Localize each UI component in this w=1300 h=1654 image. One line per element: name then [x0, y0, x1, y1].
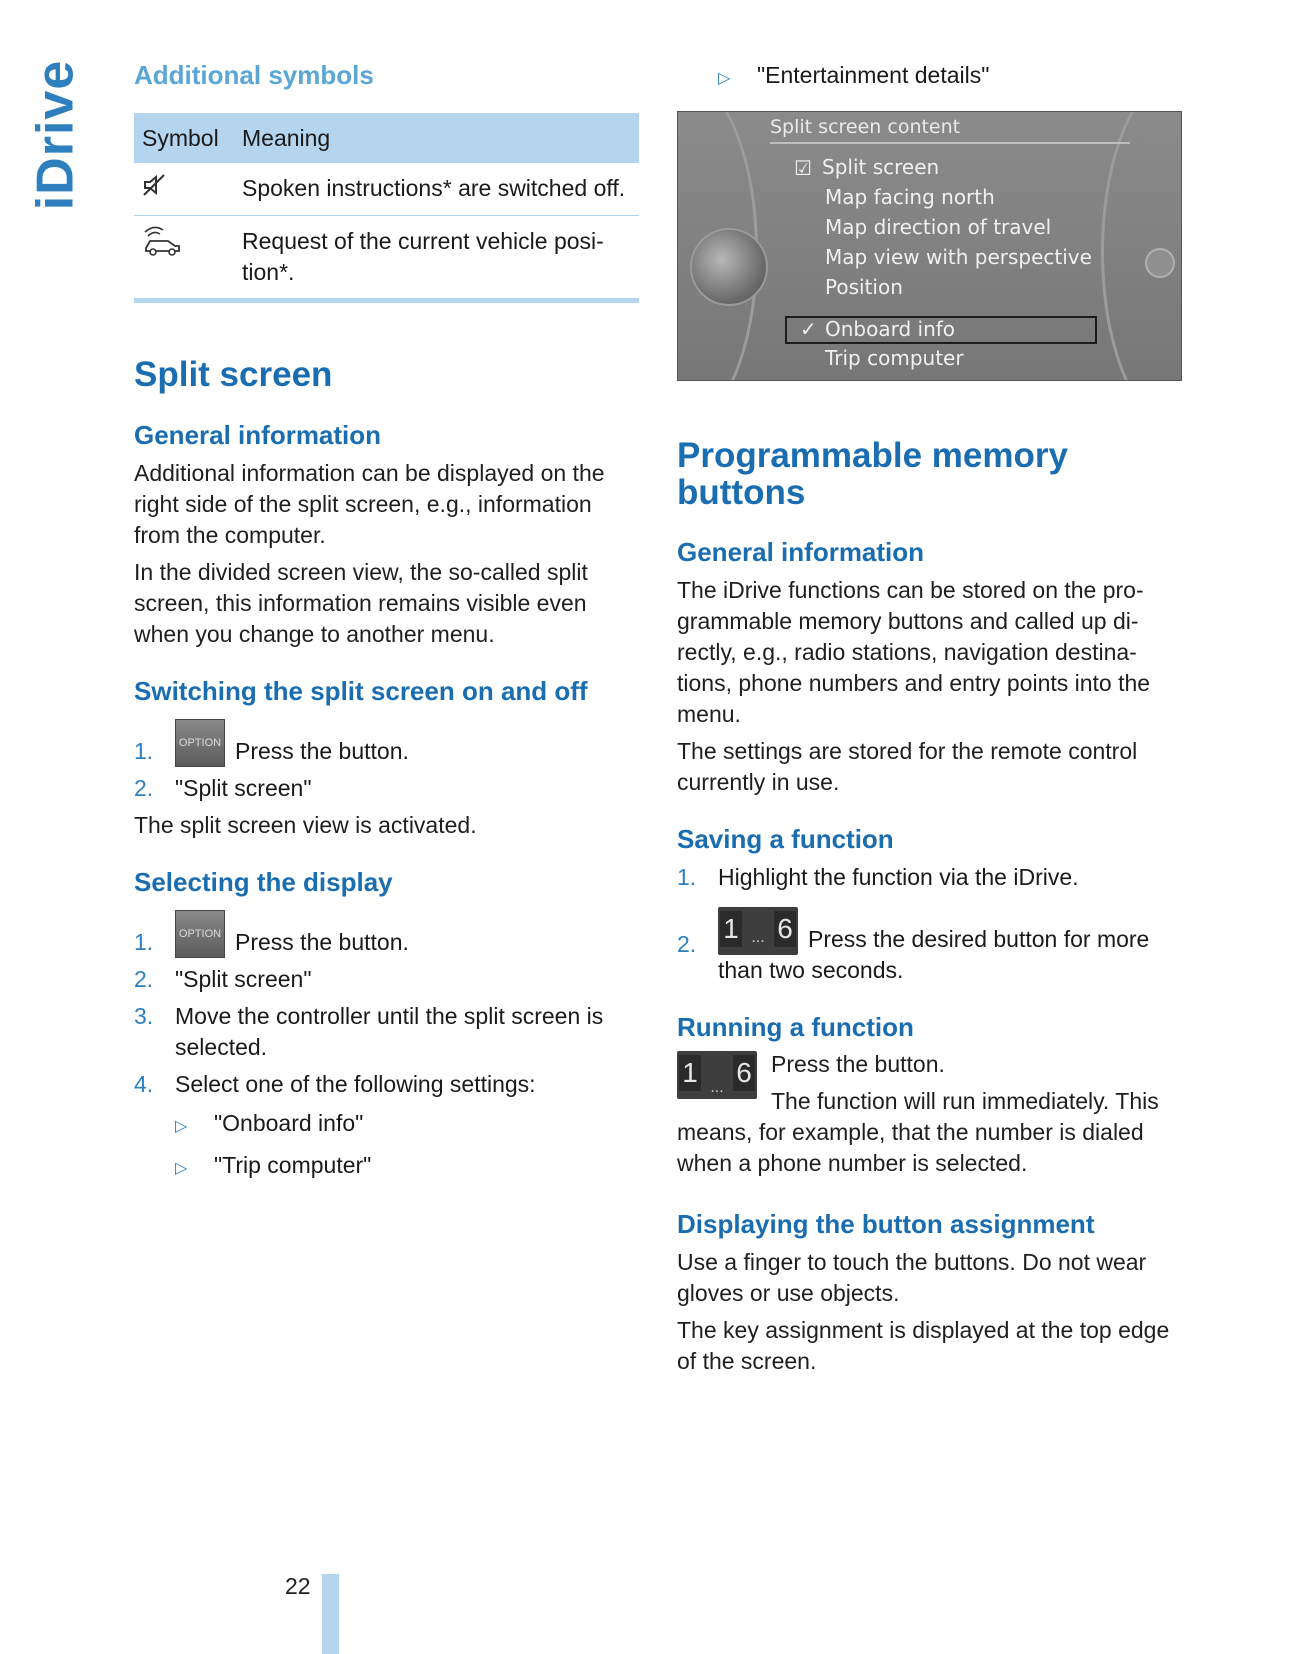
- memory-key-dots: ...: [710, 1079, 724, 1096]
- screen-menu-item: Trip computer: [825, 346, 964, 370]
- split-screen-title: Split screen: [134, 355, 333, 394]
- controller-knob-icon: [690, 228, 768, 306]
- screen-title: Split screen content: [770, 116, 961, 138]
- additional-symbols-heading: Additional symbols: [134, 60, 374, 90]
- memory-key-dots: ...: [751, 929, 765, 946]
- selecting-steps: [134, 910, 639, 1100]
- switching-steps: [134, 719, 639, 804]
- step-text: Press the button.: [235, 929, 409, 955]
- list-item: [134, 773, 639, 804]
- memory-buttons-icon: [718, 907, 798, 955]
- page-number: 22: [285, 1573, 311, 1599]
- selecting-display-heading: Selecting the display: [134, 867, 393, 897]
- step-number: 2.: [134, 966, 154, 992]
- checkmark-icon: ✓: [800, 317, 817, 341]
- step-text: Press the button.: [235, 738, 409, 764]
- screen-arc-right: [1101, 111, 1182, 381]
- step-text: Select one of the following settings:: [175, 1071, 536, 1097]
- left-column: [134, 60, 639, 1184]
- general-paragraph-2: In the divided screen view, the so-called split screen, this information remains visible even when you change to another menu.: [134, 559, 588, 647]
- step-text: "Split screen": [175, 966, 312, 992]
- table-row: [134, 216, 639, 301]
- list-item: [175, 1150, 639, 1184]
- table-header-row: [134, 113, 639, 163]
- memory-key-1: 1: [679, 1055, 701, 1091]
- list-item: [175, 1108, 639, 1142]
- option-button-icon: OPTION: [175, 910, 225, 958]
- memory-key-6: 6: [774, 911, 796, 947]
- step-number: 1.: [677, 864, 697, 890]
- display-assignment-heading: Displaying the button assignment: [677, 1209, 1095, 1239]
- running-paragraph-1: Press the button.: [771, 1051, 945, 1077]
- step-number: 1.: [134, 738, 154, 764]
- chapter-tab: [20, 55, 90, 215]
- step-number: 2.: [134, 775, 154, 801]
- running-heading: Running a function: [677, 1012, 914, 1042]
- step-text: Press the desired button for more than two seconds.: [718, 926, 1150, 983]
- table-cell-meaning: Request of the current vehicle posi‐tion*.: [234, 216, 639, 301]
- step-text: Move the controller until the split screen is selected.: [175, 1003, 604, 1060]
- general-paragraph-1: The iDrive functions can be stored on the pro‐grammable memory buttons and called up di‐rectly, e.g., radio stations, navigation destina‐tions, phone numbers and entry points into the menu.: [677, 577, 1151, 727]
- general-paragraph-1: Additional information can be displayed on the right side of the split screen, e.g., information from the computer.: [134, 460, 605, 548]
- running-paragraph-2: The function will run immediately. This means, for example, that the number is dialed when a phone number is selected.: [677, 1088, 1159, 1176]
- triangle-bullet-icon: ▷: [175, 1118, 188, 1135]
- step-text: "Split screen": [175, 775, 312, 801]
- symbols-table: [134, 113, 639, 303]
- triangle-bullet-icon: ▷: [175, 1160, 188, 1177]
- list-item: [134, 719, 639, 767]
- list-item: [677, 862, 1182, 893]
- right-column: [677, 60, 1182, 1377]
- running-block: [677, 1049, 1182, 1179]
- switching-heading: Switching the split screen on and off: [134, 676, 588, 706]
- memory-buttons-icon: [677, 1051, 757, 1099]
- list-item: [134, 910, 639, 958]
- option-button-icon: OPTION: [175, 719, 225, 767]
- screen-menu-item: Map view with perspective: [825, 245, 1092, 269]
- right-knob-icon: [1145, 248, 1175, 278]
- setting-text: "Onboard info": [214, 1110, 364, 1136]
- table-cell-symbol: [134, 216, 234, 301]
- saving-heading: Saving a function: [677, 824, 894, 854]
- step-number: 2.: [677, 931, 697, 957]
- list-item: [134, 964, 639, 995]
- vehicle-position-icon: [142, 226, 182, 256]
- display-paragraph-1: Use a finger to touch the buttons. Do not wear gloves or use objects.: [677, 1249, 1147, 1306]
- page-number-bar: [322, 1574, 339, 1654]
- switching-result: The split screen view is activated.: [134, 812, 477, 838]
- table-row: [134, 163, 639, 216]
- table-header: Meaning: [234, 113, 639, 163]
- split-screen-content-screenshot: [677, 111, 1182, 381]
- step-number: 3.: [134, 1003, 154, 1029]
- memory-key-6: 6: [733, 1055, 755, 1091]
- chapter-tab-label: iDrive: [26, 59, 84, 211]
- list-item: [134, 1069, 639, 1100]
- checkbox-checked-icon: ☑: [794, 156, 812, 180]
- step-text: Highlight the function via the iDrive.: [718, 864, 1079, 890]
- list-item: [718, 60, 1182, 94]
- general-paragraph-2: The settings are stored for the remote control currently in use.: [677, 738, 1138, 795]
- entertainment-list: [718, 60, 1182, 94]
- screen-menu-item: Map facing north: [825, 185, 995, 209]
- screen-title-divider: [770, 142, 1130, 144]
- entertainment-text: "Entertainment details": [757, 62, 990, 88]
- general-information-heading: General information: [134, 420, 382, 450]
- triangle-bullet-icon: ▷: [718, 70, 731, 87]
- list-item: [134, 1001, 639, 1063]
- table-cell-symbol: [134, 163, 234, 216]
- setting-text: "Trip computer": [214, 1152, 372, 1178]
- screen-menu-item: Position: [825, 275, 903, 299]
- general-information-heading: General information: [677, 537, 925, 567]
- table-header: Symbol: [134, 113, 234, 163]
- step-number: 1.: [134, 929, 154, 955]
- table-cell-meaning: Spoken instructions* are switched off.: [234, 163, 639, 216]
- memory-key-1: 1: [720, 911, 742, 947]
- programmable-memory-title: Programmable memory buttons: [677, 436, 1068, 512]
- display-paragraph-2: The key assignment is displayed at the top edge of the screen.: [677, 1317, 1170, 1374]
- settings-list: [175, 1108, 639, 1184]
- step-text-wrap: [718, 907, 1182, 986]
- screen-menu-item: Map direction of travel: [825, 215, 1052, 239]
- list-item: [677, 907, 1182, 986]
- screen-menu-item: Split screen: [822, 155, 940, 179]
- speaker-muted-icon: [142, 173, 168, 197]
- step-number: 4.: [134, 1071, 154, 1097]
- screen-menu-item-selected: Onboard info: [825, 317, 956, 341]
- saving-steps: [677, 862, 1182, 986]
